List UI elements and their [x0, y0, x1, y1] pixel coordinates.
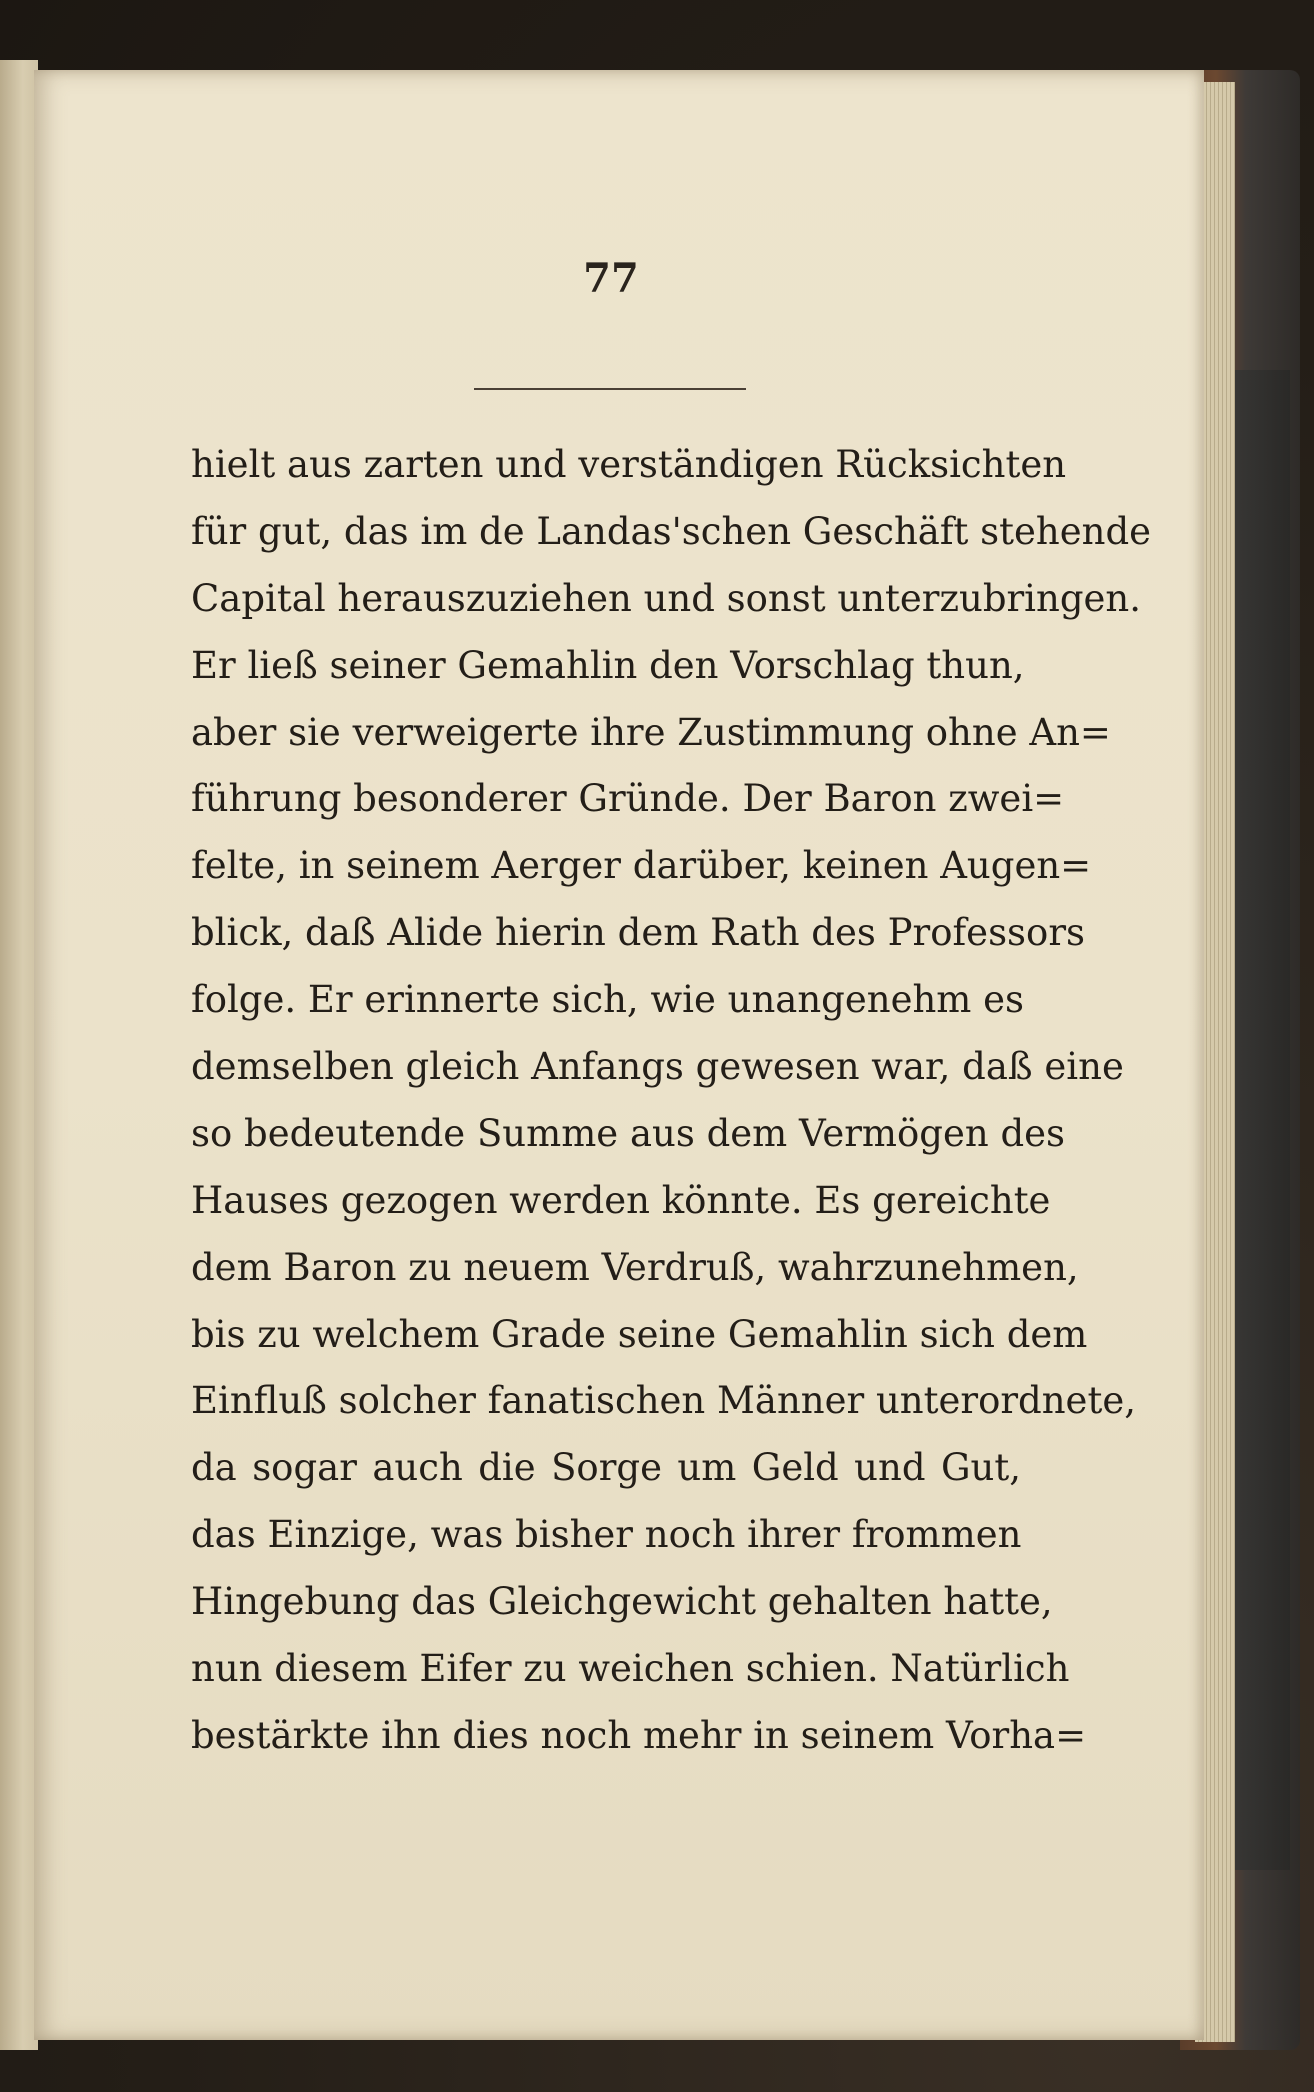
header-rule: [474, 388, 746, 390]
text-line: blick, daß Alide hierin dem Rath des Professors: [191, 911, 1085, 955]
text-line: so bedeutende Summe aus dem Vermögen des: [191, 1111, 1066, 1155]
text-line: für gut, das im de Landas'schen Geschäft stehende: [191, 509, 1152, 553]
text-line: felte, in seinem Aerger darüber, keinen Augen=: [191, 844, 1092, 888]
text-line: Er ließ seiner Gemahlin den Vorschlag thun,: [191, 643, 1025, 687]
text-line: dem Baron zu neuem Verdruß, wahrzunehmen,: [191, 1245, 1079, 1289]
page-number: 77: [583, 255, 639, 302]
text-line: Capital herauszuziehen und sonst unterzubringen.: [191, 576, 1142, 620]
text-line: Einfluß solcher fanatischen Männer unterordnete,: [191, 1379, 1136, 1423]
text-line: führung besonderer Gründe. Der Baron zwei=: [191, 777, 1065, 821]
body-text: [191, 432, 1152, 1770]
text-line: bis zu welchem Grade seine Gemahlin sich dem: [191, 1312, 1088, 1356]
text-line: Hauses gezogen werden könnte. Es gereichte: [191, 1178, 1051, 1222]
text-line: Hingebung das Gleichgewicht gehalten hatte,: [191, 1580, 1053, 1624]
previous-page-edge: [0, 60, 38, 2050]
text-line: bestärkte ihn dies noch mehr in seinem Vorha=: [191, 1713, 1087, 1757]
text-line: nun diesem Eifer zu weichen schien. Natürlich: [191, 1647, 1070, 1691]
text-line: hielt aus zarten und verständigen Rücksichten: [191, 443, 1067, 486]
text-line: das Einzige, was bisher noch ihrer frommen: [191, 1513, 1022, 1557]
text-line: demselben gleich Anfangs gewesen war, daß eine: [191, 1045, 1124, 1089]
text-line: folge. Er erinnerte sich, wie unangenehm es: [191, 978, 1025, 1022]
text-line: aber sie verweigerte ihre Zustimmung ohne An=: [191, 710, 1111, 754]
book-page: [34, 70, 1204, 2040]
text-line: da sogar auch die Sorge um Geld und Gut,: [191, 1446, 1021, 1490]
